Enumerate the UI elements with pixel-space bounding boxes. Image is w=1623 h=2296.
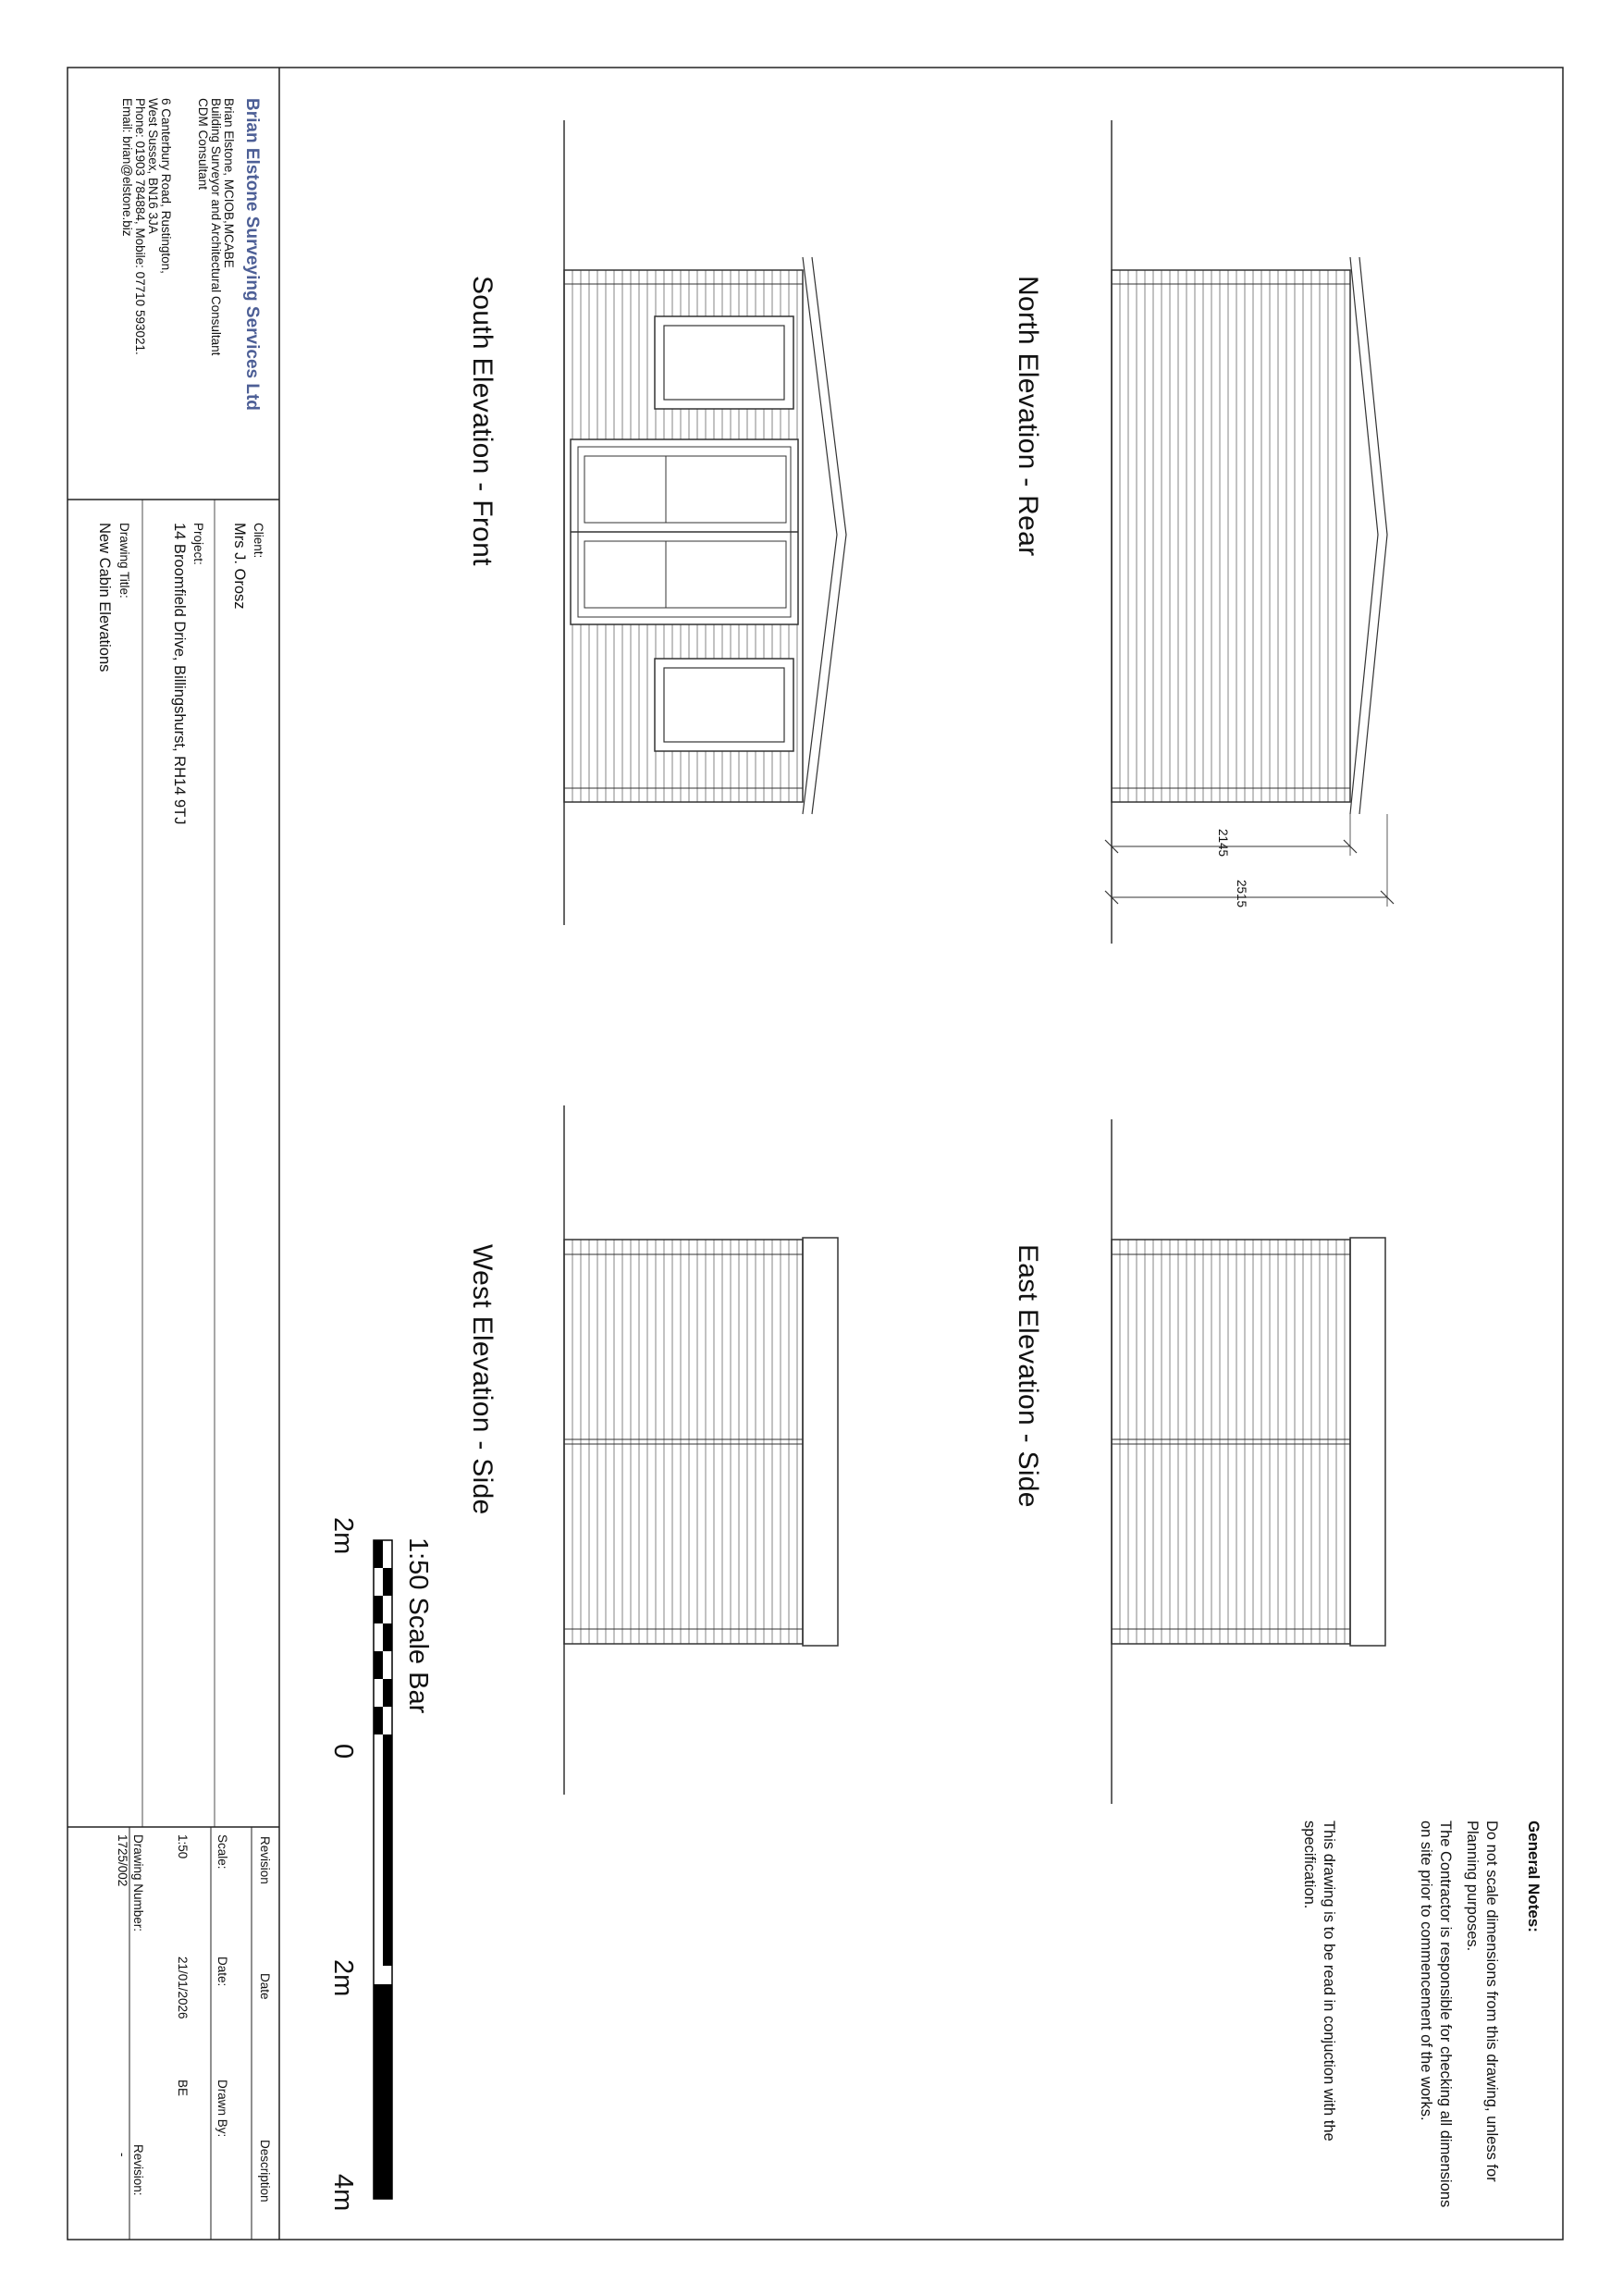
- company-phone: Phone: 01903 784884, Mobile: 07710 593021.: [133, 98, 147, 355]
- note-item: Do not scale dimensions from this drawing, unless for Planning purposes.: [1464, 1821, 1500, 2182]
- client-value: Mrs J. Orosz: [231, 523, 248, 610]
- scale-bar-segment: [374, 1984, 392, 2199]
- general-notes-heading: General Notes:: [1525, 1821, 1543, 1932]
- revision-header: Revision: [258, 1836, 272, 1884]
- drawing-title-value: New Cabin Elevations: [96, 523, 113, 673]
- company-line: CDM Consultant: [196, 98, 210, 191]
- scale-bar-segment: [374, 1540, 383, 1568]
- dimension-2515: 2515: [1235, 880, 1248, 908]
- scale-tick-label: 0: [328, 1744, 358, 1759]
- project-value: 14 Broomfield Drive, Billingshurst, RH14 9TJ: [171, 523, 188, 825]
- north-elevation-drawing: [1105, 120, 1394, 944]
- scale-bar: [374, 1540, 392, 2199]
- client-label: Client:: [252, 523, 265, 559]
- scale-bar-segment: [383, 1679, 392, 1707]
- scale-bar-segment: [383, 1762, 392, 1966]
- company-line: Building Surveyor and Architectural Consultant: [209, 98, 223, 356]
- west-elevation-drawing: [564, 1105, 838, 1795]
- north-elevation-label: North Elevation - Rear: [1013, 276, 1043, 557]
- dimension-2145: 2145: [1216, 829, 1230, 858]
- scale-tick-label: 4m: [328, 2174, 358, 2212]
- south-elevation-label: South Elevation - Front: [467, 276, 498, 566]
- drawing-number-value: 1725/002: [116, 1834, 129, 1887]
- company-email: Email: brian@elstone.biz: [120, 98, 134, 237]
- company-address: West Sussex, BN16 3JA: [146, 98, 160, 234]
- description-header: Description: [258, 2140, 272, 2203]
- drawing-number-label: Drawing Number:: [131, 1834, 145, 1932]
- company-line: Brian Elstone, MCIOB,MCABE: [222, 98, 236, 268]
- scale-bar-title: 1:50 Scale Bar: [403, 1537, 433, 1714]
- east-elevation-drawing: [1112, 1119, 1385, 1804]
- note-item: The Contractor is responsible for checking all dimensions on site prior to commencement of the works.: [1418, 1821, 1454, 2208]
- scale-tick-label: 2m: [328, 1517, 358, 1555]
- scale-bar-segment: [383, 1734, 392, 1762]
- scale-label: Scale:: [215, 1834, 229, 1870]
- date-label: Date:: [215, 1957, 229, 1987]
- scale-value: 1:50: [176, 1834, 190, 1859]
- company-name: Brian Elstone Surveying Services Ltd: [242, 98, 262, 411]
- south-elevation-drawing: [564, 120, 846, 925]
- east-elevation-label: East Elevation - Side: [1013, 1244, 1043, 1508]
- sheet-border: [68, 68, 1563, 2240]
- scale-bar-segment: [374, 1651, 383, 1679]
- project-label: Project:: [191, 523, 205, 565]
- drawing-title-label: Drawing Title:: [117, 523, 131, 599]
- company-address: 6 Canterbury Road, Rustington,: [159, 98, 173, 274]
- revision-value: -: [116, 2153, 129, 2157]
- revision-label: Revision:: [131, 2144, 145, 2196]
- scale-tick-label: 2m: [328, 1959, 358, 1997]
- scale-bar-segment: [383, 1623, 392, 1651]
- date-value: 21/01/2026: [176, 1957, 190, 2019]
- west-elevation-label: West Elevation - Side: [467, 1244, 498, 1515]
- scale-bar-segment: [374, 1596, 383, 1623]
- drawn-by-value: BE: [176, 2080, 190, 2097]
- scale-bar-segment: [383, 1568, 392, 1596]
- scale-bar-segment: [374, 1707, 383, 1734]
- note-item: This drawing is to be read in conjuction with the specification.: [1301, 1821, 1337, 2142]
- drawn-by-label: Drawn By:: [215, 2080, 229, 2138]
- date-header: Date: [258, 1973, 272, 2000]
